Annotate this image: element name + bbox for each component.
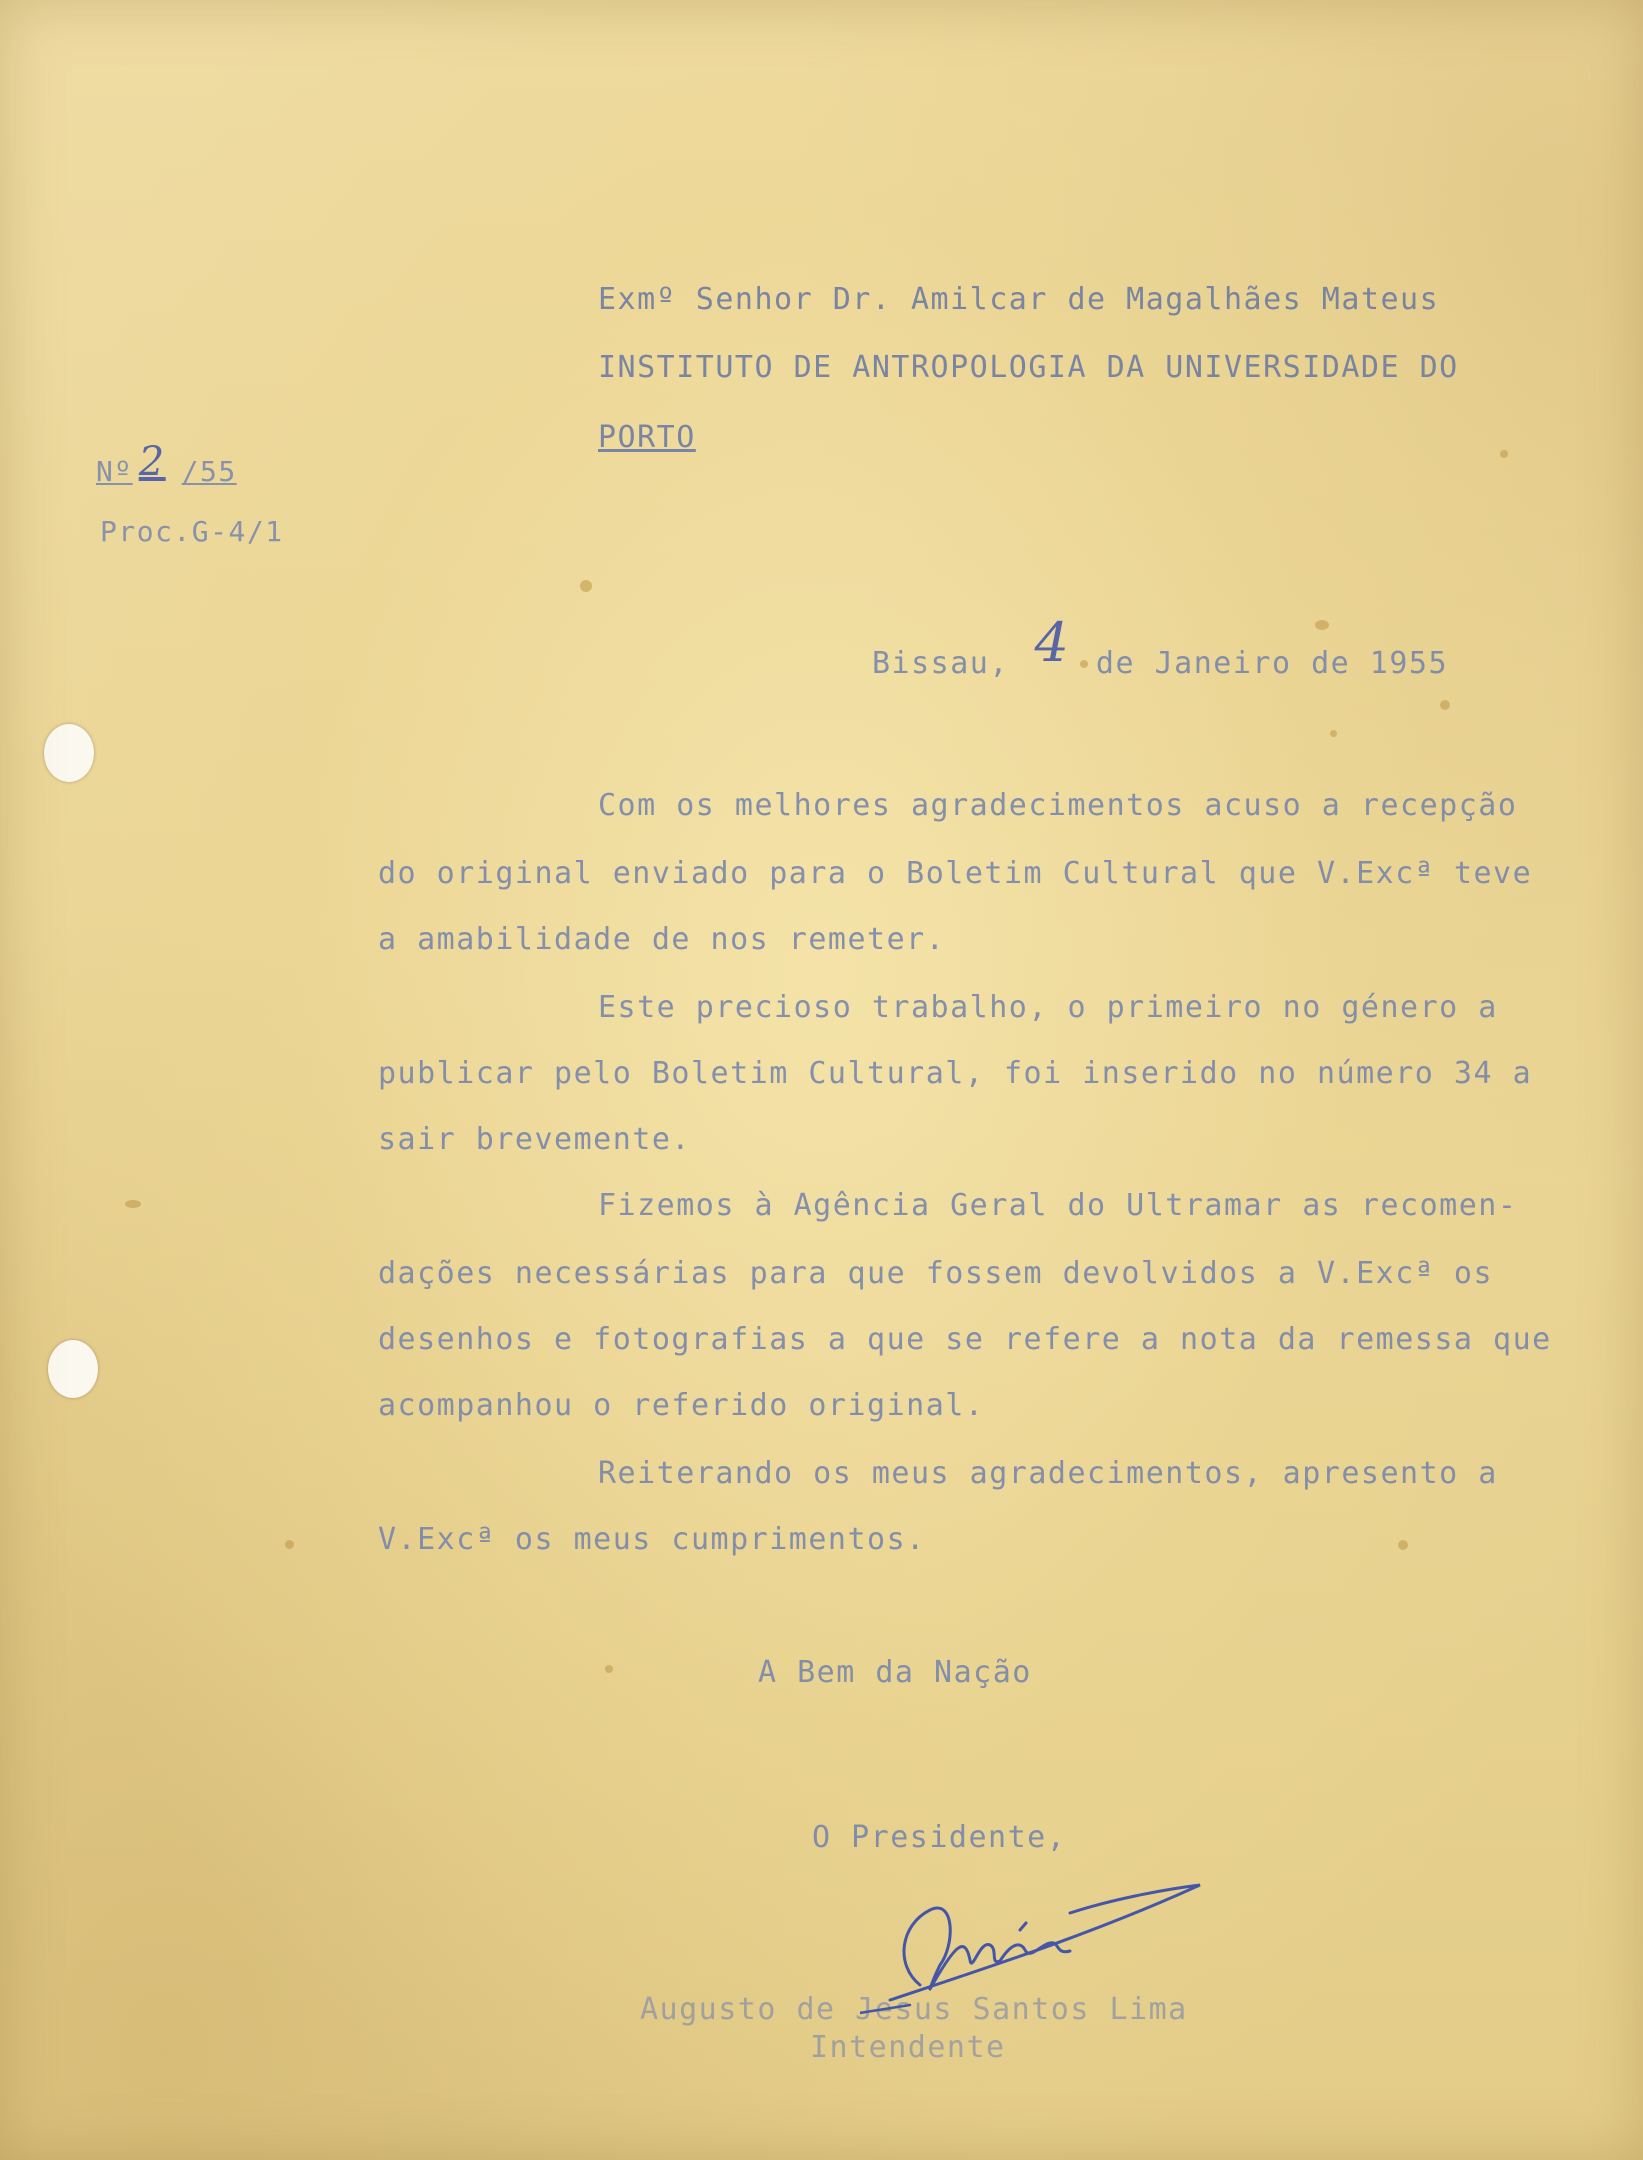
body-line: sair brevemente. <box>378 1122 691 1157</box>
paper-stain <box>1440 700 1450 710</box>
addressee-line-1: Exmº Senhor Dr. Amilcar de Magalhães Mateus <box>598 282 1440 317</box>
paper-stain <box>1330 730 1337 737</box>
reference-number-handwritten: 2 <box>138 439 166 485</box>
paper-stain <box>580 580 592 592</box>
reference-number-suffix: /55 <box>181 455 237 488</box>
body-line: publicar pelo Boletim Cultural, foi inserido no número 34 a <box>378 1056 1533 1091</box>
body-line: acompanhou o referido original. <box>378 1388 985 1423</box>
signatory-title: Intendente <box>810 2030 1006 2065</box>
addressee-line-2: INSTITUTO DE ANTROPOLOGIA DA UNIVERSIDADE DO <box>598 350 1459 385</box>
handwritten-signature <box>860 1865 1220 2015</box>
date-line <box>872 611 1449 686</box>
body-line: a amabilidade de nos remeter. <box>378 922 946 957</box>
process-number: Proc.G-4/1 <box>100 515 284 548</box>
body-line: V.Excª os meus cumprimentos. <box>378 1522 926 1557</box>
paper-stain <box>1500 450 1508 458</box>
signatory-name: Augusto de Jesus Santos Lima <box>640 1992 1188 2027</box>
date-place: Bissau, <box>872 646 1009 681</box>
punch-hole-bottom <box>48 1340 98 1398</box>
paper-stain <box>1398 1540 1408 1550</box>
reference-number <box>96 439 237 491</box>
paper-stain <box>125 1200 141 1208</box>
body-line: Fizemos à Agência Geral do Ultramar as recomen- <box>598 1188 1518 1223</box>
body-line: Este precioso trabalho, o primeiro no género a <box>598 990 1498 1025</box>
body-line: dações necessárias para que fossem devolvidos a V.Excª os <box>378 1256 1494 1291</box>
signoff: O Presidente, <box>812 1820 1067 1855</box>
body-line: desenhos e fotografias a que se refere a nota da remessa que <box>378 1322 1552 1357</box>
date-rest: de Janeiro de 1955 <box>1095 646 1449 681</box>
body-line: Com os melhores agradecimentos acuso a recepção <box>598 788 1518 823</box>
paper-stain <box>605 1665 613 1673</box>
body-line: Reiterando os meus agradecimentos, apresento a <box>598 1456 1498 1491</box>
date-day-handwritten: 4 <box>1034 611 1071 674</box>
punch-hole-top <box>44 724 94 782</box>
body-line: do original enviado para o Boletim Cultural que V.Excª teve <box>378 856 1533 891</box>
paper-stain <box>285 1540 294 1549</box>
addressee-line-3: PORTO <box>598 420 696 455</box>
reference-number-prefix: Nº <box>96 455 133 488</box>
closing-formula: A Bem da Nação <box>758 1655 1032 1690</box>
